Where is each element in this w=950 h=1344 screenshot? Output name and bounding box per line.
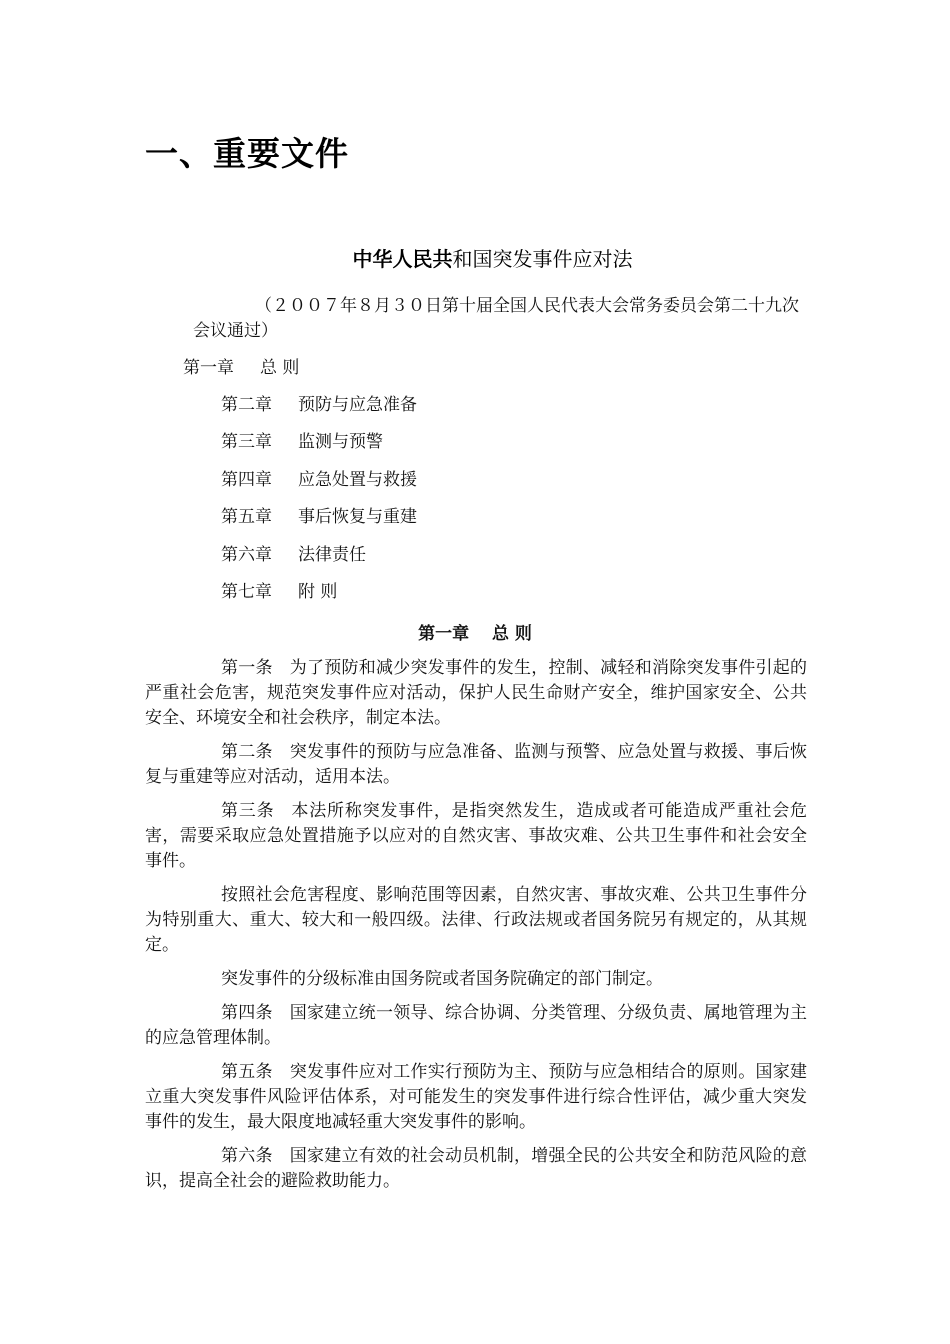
adoption-note: （２００７年８月３０日第十届全国人民代表大会常务委员会第二十九次会议通过） (193, 296, 799, 341)
document-title-bold: 中华人民共 (352, 247, 453, 271)
article-text: 国家建立统一领导、综合协调、分类管理、分级负责、属地管理为主的应急管理体制。 (145, 1003, 807, 1048)
toc-item-6 (221, 543, 366, 568)
toc-chapter-number: 第六章 (221, 545, 272, 565)
article-number: 第五条 (221, 1062, 273, 1082)
article-text: 突发事件的分级标准由国务院或者国务院确定的部门制定。 (221, 969, 663, 989)
article-text: 突发事件应对工作实行预防为主、预防与应急相结合的原则。国家建立重大突发事件风险评估体系，对可能发生的突发事件进行综合性评估，减少重大突发事件的发生，最大限度地减轻重大突发事件的影响。 (145, 1062, 807, 1132)
article-paragraph (145, 656, 807, 731)
article-text: 为了预防和减少突发事件的发生，控制、减轻和消除突发事件引起的严重社会危害，规范突发事件应对活动，保护人民生命财产安全，维护国家安全、公共安全、环境安全和社会秩序，制定本法。 (145, 658, 807, 728)
toc-item-4 (221, 468, 417, 493)
article-paragraph (145, 1001, 807, 1051)
chapter-body (145, 656, 807, 1203)
article-paragraph (145, 1144, 807, 1194)
article-paragraph (145, 740, 807, 790)
article-number: 第二条 (221, 742, 273, 762)
article-paragraph (145, 883, 807, 958)
article-paragraph (145, 967, 807, 992)
document-title-rest: 和国突发事件应对法 (452, 247, 633, 271)
article-number: 第三条 (221, 801, 275, 821)
article-text: 本法所称突发事件，是指突然发生，造成或者可能造成严重社会危害，需要采取应急处置措施予以应对的自然灾害、事故灾难、公共卫生事件和社会安全事件。 (145, 801, 808, 871)
toc-item-1 (183, 356, 299, 381)
article-paragraph (145, 799, 807, 874)
toc-chapter-number: 第二章 (221, 395, 272, 415)
toc-chapter-title: 法律责任 (298, 545, 366, 565)
article-text: 按照社会危害程度、影响范围等因素，自然灾害、事故灾难、公共卫生事件分为特别重大、重大、较大和一般四级。法律、行政法规或者国务院另有规定的，从其规定。 (145, 885, 807, 955)
article-number: 第四条 (221, 1003, 273, 1023)
toc-chapter-title: 预防与应急准备 (298, 395, 417, 415)
article-number: 第一条 (221, 658, 273, 678)
article-paragraph (145, 1060, 807, 1135)
toc-chapter-number: 第五章 (221, 507, 272, 527)
toc-item-5 (221, 505, 417, 530)
toc-chapter-number: 第七章 (221, 582, 272, 602)
document-title (0, 243, 950, 272)
toc-chapter-title: 应急处置与救援 (298, 470, 417, 490)
toc-chapter-title: 监测与预警 (298, 432, 383, 452)
toc-chapter-number: 第三章 (221, 432, 272, 452)
article-text: 国家建立有效的社会动员机制，增强全民的公共安全和防范风险的意识，提高全社会的避险救助能力。 (145, 1146, 807, 1191)
toc-item-3 (221, 430, 383, 455)
article-text: 突发事件的预防与应急准备、监测与预警、应急处置与救援、事后恢复与重建等应对活动，适用本法。 (145, 742, 807, 787)
article-number: 第六条 (221, 1146, 273, 1166)
toc-chapter-number: 第四章 (221, 470, 272, 490)
toc-chapter-title: 事后恢复与重建 (298, 507, 417, 527)
chapter-heading: 第一章 总 则 (418, 624, 532, 644)
toc-chapter-title: 附 则 (298, 582, 338, 602)
section-heading: 一、重要文件 (145, 134, 349, 173)
toc-item-7 (221, 580, 337, 605)
toc-chapter-title: 总 则 (260, 358, 300, 378)
toc-chapter-number: 第一章 (183, 358, 234, 378)
toc-item-2 (221, 393, 417, 418)
